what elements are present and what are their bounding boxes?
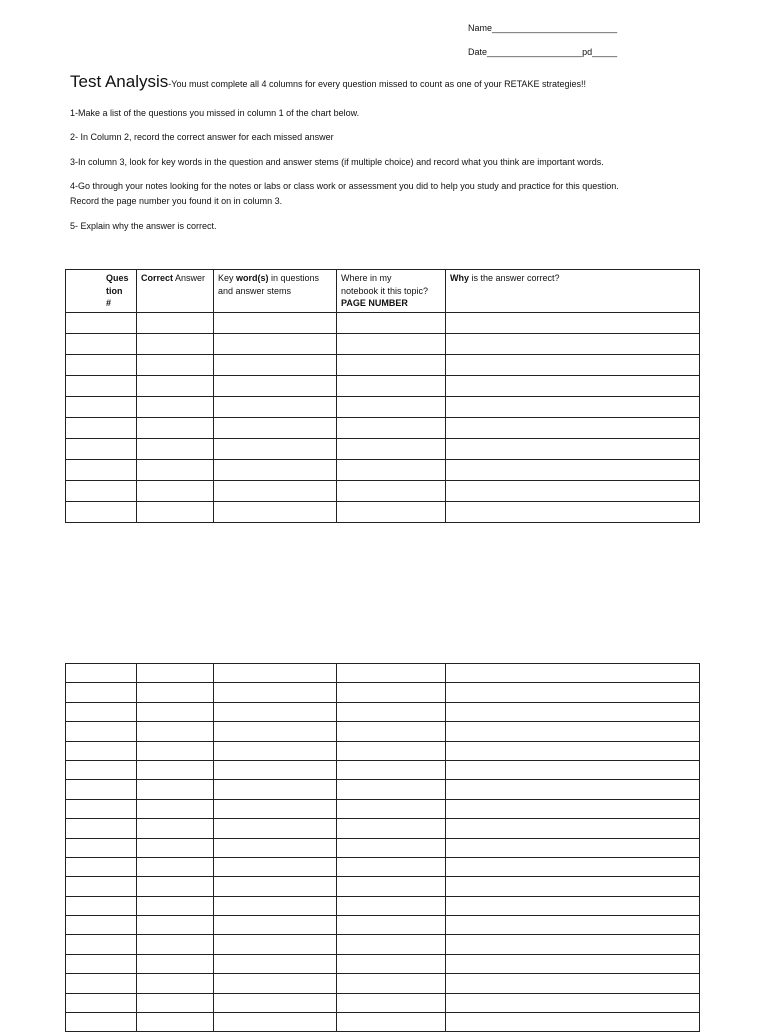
table-row bbox=[66, 819, 700, 838]
notebook-page-cell[interactable] bbox=[337, 819, 446, 838]
instruction-4: 4-Go through your notes looking for the notes or labs or class work or assessment you did to help you study and practice for this question. bbox=[70, 181, 619, 191]
notebook-page-cell[interactable] bbox=[337, 376, 446, 397]
table-row bbox=[66, 376, 700, 397]
notebook-page-cell[interactable] bbox=[337, 896, 446, 915]
correct-answer-cell[interactable] bbox=[137, 722, 214, 741]
key-words-cell[interactable] bbox=[214, 838, 337, 857]
correct-answer-cell[interactable] bbox=[137, 993, 214, 1012]
question-number-header: Ques tion # bbox=[66, 270, 137, 313]
table-row bbox=[66, 722, 700, 741]
correct-answer-cell[interactable] bbox=[137, 799, 214, 818]
table-row bbox=[66, 313, 700, 334]
question-number-cell[interactable] bbox=[66, 993, 137, 1012]
notebook-page-cell[interactable] bbox=[337, 857, 446, 876]
correct-answer-cell[interactable] bbox=[137, 954, 214, 973]
table-row bbox=[66, 702, 700, 721]
question-number-cell[interactable] bbox=[66, 857, 137, 876]
key-words-cell[interactable] bbox=[214, 780, 337, 799]
notebook-page-cell[interactable] bbox=[337, 481, 446, 502]
question-number-cell[interactable] bbox=[66, 418, 137, 439]
question-number-cell[interactable] bbox=[66, 664, 137, 683]
question-number-cell[interactable] bbox=[66, 502, 137, 523]
why-correct-cell[interactable] bbox=[446, 683, 700, 702]
name-blank[interactable]: _________________________ bbox=[492, 23, 618, 33]
why-correct-cell[interactable] bbox=[446, 954, 700, 973]
why-correct-cell[interactable] bbox=[446, 439, 700, 460]
correct-answer-cell[interactable] bbox=[137, 683, 214, 702]
analysis-table-2 bbox=[65, 663, 700, 1032]
table-row bbox=[66, 683, 700, 702]
correct-answer-cell[interactable] bbox=[137, 838, 214, 857]
question-number-cell[interactable] bbox=[66, 439, 137, 460]
correct-answer-cell[interactable] bbox=[137, 780, 214, 799]
key-words-cell[interactable] bbox=[214, 418, 337, 439]
correct-answer-cell[interactable] bbox=[137, 418, 214, 439]
table-row bbox=[66, 502, 700, 523]
date-label: Date bbox=[468, 47, 488, 57]
table-row bbox=[66, 1013, 700, 1032]
question-number-cell[interactable] bbox=[66, 916, 137, 935]
table-row bbox=[66, 334, 700, 355]
question-number-cell[interactable] bbox=[66, 780, 137, 799]
key-words-cell[interactable] bbox=[214, 397, 337, 418]
correct-answer-header: Correct Answer bbox=[137, 270, 214, 313]
why-correct-cell[interactable] bbox=[446, 418, 700, 439]
question-number-cell[interactable] bbox=[66, 1013, 137, 1032]
key-words-cell[interactable] bbox=[214, 760, 337, 779]
notebook-page-cell[interactable] bbox=[337, 935, 446, 954]
correct-answer-cell[interactable] bbox=[137, 313, 214, 334]
period-blank[interactable]: _____ bbox=[592, 47, 618, 57]
key-words-cell[interactable] bbox=[214, 799, 337, 818]
key-words-cell[interactable] bbox=[214, 355, 337, 376]
key-words-cell[interactable] bbox=[214, 857, 337, 876]
key-words-cell[interactable] bbox=[214, 741, 337, 760]
notebook-page-cell[interactable] bbox=[337, 313, 446, 334]
notebook-page-cell[interactable] bbox=[337, 916, 446, 935]
notebook-page-cell[interactable] bbox=[337, 993, 446, 1012]
name-field[interactable] bbox=[468, 23, 617, 33]
question-number-cell[interactable] bbox=[66, 838, 137, 857]
key-words-cell[interactable] bbox=[214, 376, 337, 397]
notebook-location-header: Where in my notebook it this topic? PAGE NUMBER bbox=[337, 270, 446, 313]
correct-answer-cell[interactable] bbox=[137, 857, 214, 876]
question-number-cell[interactable] bbox=[66, 460, 137, 481]
question-number-cell[interactable] bbox=[66, 702, 137, 721]
why-correct-cell[interactable] bbox=[446, 799, 700, 818]
question-number-cell[interactable] bbox=[66, 481, 137, 502]
key-words-cell[interactable] bbox=[214, 993, 337, 1012]
correct-answer-cell[interactable] bbox=[137, 877, 214, 896]
correct-answer-cell[interactable] bbox=[137, 974, 214, 993]
instruction-1: 1-Make a list of the questions you missed in column 1 of the chart below. bbox=[70, 108, 360, 118]
table-row bbox=[66, 664, 700, 683]
notebook-page-cell[interactable] bbox=[337, 702, 446, 721]
correct-answer-cell[interactable] bbox=[137, 1013, 214, 1032]
date-blank[interactable]: ___________________ bbox=[487, 47, 583, 57]
question-number-cell[interactable] bbox=[66, 760, 137, 779]
title-line bbox=[70, 72, 586, 92]
notebook-page-cell[interactable] bbox=[337, 355, 446, 376]
why-correct-cell[interactable] bbox=[446, 819, 700, 838]
notebook-page-cell[interactable] bbox=[337, 799, 446, 818]
instruction-5: 5- Explain why the answer is correct. bbox=[70, 221, 217, 231]
table-row bbox=[66, 460, 700, 481]
period-label: pd bbox=[582, 47, 593, 57]
question-number-cell[interactable] bbox=[66, 313, 137, 334]
question-number-cell[interactable] bbox=[66, 334, 137, 355]
why-correct-cell[interactable] bbox=[446, 481, 700, 502]
question-number-cell[interactable] bbox=[66, 935, 137, 954]
correct-answer-cell[interactable] bbox=[137, 760, 214, 779]
notebook-page-cell[interactable] bbox=[337, 397, 446, 418]
correct-answer-cell[interactable] bbox=[137, 916, 214, 935]
why-correct-cell[interactable] bbox=[446, 313, 700, 334]
table-row bbox=[66, 780, 700, 799]
key-words-cell[interactable] bbox=[214, 460, 337, 481]
why-correct-cell[interactable] bbox=[446, 838, 700, 857]
correct-answer-cell[interactable] bbox=[137, 355, 214, 376]
key-words-cell[interactable] bbox=[214, 334, 337, 355]
table-row bbox=[66, 857, 700, 876]
table-row bbox=[66, 954, 700, 973]
notebook-page-cell[interactable] bbox=[337, 683, 446, 702]
key-words-cell[interactable] bbox=[214, 935, 337, 954]
why-correct-cell[interactable] bbox=[446, 935, 700, 954]
why-correct-cell[interactable] bbox=[446, 741, 700, 760]
why-correct-cell[interactable] bbox=[446, 780, 700, 799]
page-title: Test Analysis bbox=[70, 72, 169, 91]
notebook-page-cell[interactable] bbox=[337, 877, 446, 896]
key-words-cell[interactable] bbox=[214, 481, 337, 502]
question-number-cell[interactable] bbox=[66, 799, 137, 818]
notebook-page-cell[interactable] bbox=[337, 741, 446, 760]
table-row bbox=[66, 481, 700, 502]
why-correct-cell[interactable] bbox=[446, 916, 700, 935]
why-correct-cell[interactable] bbox=[446, 993, 700, 1012]
why-correct-cell[interactable] bbox=[446, 722, 700, 741]
correct-answer-cell[interactable] bbox=[137, 376, 214, 397]
why-correct-cell[interactable] bbox=[446, 974, 700, 993]
key-words-cell[interactable] bbox=[214, 1013, 337, 1032]
question-number-cell[interactable] bbox=[66, 819, 137, 838]
why-correct-cell[interactable] bbox=[446, 502, 700, 523]
instruction-3: 3-In column 3, look for key words in the question and answer stems (if multiple choice) and record what you think are important words. bbox=[70, 157, 604, 167]
notebook-page-cell[interactable] bbox=[337, 722, 446, 741]
why-correct-cell[interactable] bbox=[446, 760, 700, 779]
correct-answer-cell[interactable] bbox=[137, 819, 214, 838]
notebook-page-cell[interactable] bbox=[337, 334, 446, 355]
table-row bbox=[66, 838, 700, 857]
why-correct-cell[interactable] bbox=[446, 896, 700, 915]
notebook-page-cell[interactable] bbox=[337, 780, 446, 799]
question-number-cell[interactable] bbox=[66, 683, 137, 702]
why-correct-cell[interactable] bbox=[446, 397, 700, 418]
question-number-cell[interactable] bbox=[66, 355, 137, 376]
correct-answer-cell[interactable] bbox=[137, 334, 214, 355]
correct-answer-cell[interactable] bbox=[137, 702, 214, 721]
instruction-4-continued: Record the page number you found it on in column 3. bbox=[70, 196, 283, 206]
notebook-page-cell[interactable] bbox=[337, 664, 446, 683]
table-row bbox=[66, 418, 700, 439]
table-header-row bbox=[66, 270, 700, 313]
notebook-page-cell[interactable] bbox=[337, 838, 446, 857]
notebook-page-cell[interactable] bbox=[337, 1013, 446, 1032]
why-correct-cell[interactable] bbox=[446, 702, 700, 721]
key-words-cell[interactable] bbox=[214, 916, 337, 935]
key-words-cell[interactable] bbox=[214, 954, 337, 973]
table-row bbox=[66, 741, 700, 760]
correct-answer-cell[interactable] bbox=[137, 481, 214, 502]
key-words-cell[interactable] bbox=[214, 439, 337, 460]
notebook-page-cell[interactable] bbox=[337, 954, 446, 973]
name-label: Name bbox=[468, 23, 493, 33]
table-row bbox=[66, 877, 700, 896]
question-number-cell[interactable] bbox=[66, 877, 137, 896]
question-number-cell[interactable] bbox=[66, 397, 137, 418]
table-row bbox=[66, 896, 700, 915]
table-row bbox=[66, 355, 700, 376]
key-words-cell[interactable] bbox=[214, 502, 337, 523]
key-words-cell[interactable] bbox=[214, 683, 337, 702]
notebook-page-cell[interactable] bbox=[337, 439, 446, 460]
page-subtitle: -You must complete all 4 columns for every question missed to count as one of your RETAKE strategies!! bbox=[168, 79, 586, 89]
correct-answer-cell[interactable] bbox=[137, 741, 214, 760]
why-correct-cell[interactable] bbox=[446, 857, 700, 876]
key-words-cell[interactable] bbox=[214, 664, 337, 683]
table-row bbox=[66, 439, 700, 460]
key-words-cell[interactable] bbox=[214, 877, 337, 896]
question-number-cell[interactable] bbox=[66, 896, 137, 915]
key-words-cell[interactable] bbox=[214, 722, 337, 741]
key-words-cell[interactable] bbox=[214, 702, 337, 721]
why-correct-cell[interactable] bbox=[446, 355, 700, 376]
notebook-page-cell[interactable] bbox=[337, 502, 446, 523]
correct-answer-cell[interactable] bbox=[137, 397, 214, 418]
correct-answer-cell[interactable] bbox=[137, 460, 214, 481]
why-correct-cell[interactable] bbox=[446, 664, 700, 683]
question-number-cell[interactable] bbox=[66, 722, 137, 741]
correct-answer-cell[interactable] bbox=[137, 664, 214, 683]
question-number-cell[interactable] bbox=[66, 376, 137, 397]
correct-answer-cell[interactable] bbox=[137, 896, 214, 915]
notebook-page-cell[interactable] bbox=[337, 418, 446, 439]
table-row bbox=[66, 397, 700, 418]
key-words-header: Key word(s) in questions and answer stems bbox=[214, 270, 337, 313]
notebook-page-cell[interactable] bbox=[337, 760, 446, 779]
why-correct-cell[interactable] bbox=[446, 376, 700, 397]
why-correct-cell[interactable] bbox=[446, 460, 700, 481]
date-field[interactable] bbox=[468, 47, 617, 57]
notebook-page-cell[interactable] bbox=[337, 460, 446, 481]
question-number-cell[interactable] bbox=[66, 974, 137, 993]
question-number-cell[interactable] bbox=[66, 741, 137, 760]
why-correct-header: Why is the answer correct? bbox=[446, 270, 700, 313]
key-words-cell[interactable] bbox=[214, 313, 337, 334]
key-words-cell[interactable] bbox=[214, 974, 337, 993]
table-row bbox=[66, 974, 700, 993]
analysis-table-1 bbox=[65, 269, 700, 523]
correct-answer-cell[interactable] bbox=[137, 439, 214, 460]
why-correct-cell[interactable] bbox=[446, 1013, 700, 1032]
table-row bbox=[66, 916, 700, 935]
table-row bbox=[66, 993, 700, 1012]
table-row bbox=[66, 760, 700, 779]
key-words-cell[interactable] bbox=[214, 896, 337, 915]
instruction-2: 2- In Column 2, record the correct answer for each missed answer bbox=[70, 132, 334, 142]
correct-answer-cell[interactable] bbox=[137, 935, 214, 954]
notebook-page-cell[interactable] bbox=[337, 974, 446, 993]
question-number-cell[interactable] bbox=[66, 954, 137, 973]
why-correct-cell[interactable] bbox=[446, 877, 700, 896]
why-correct-cell[interactable] bbox=[446, 334, 700, 355]
correct-answer-cell[interactable] bbox=[137, 502, 214, 523]
key-words-cell[interactable] bbox=[214, 819, 337, 838]
table-row bbox=[66, 935, 700, 954]
table-row bbox=[66, 799, 700, 818]
